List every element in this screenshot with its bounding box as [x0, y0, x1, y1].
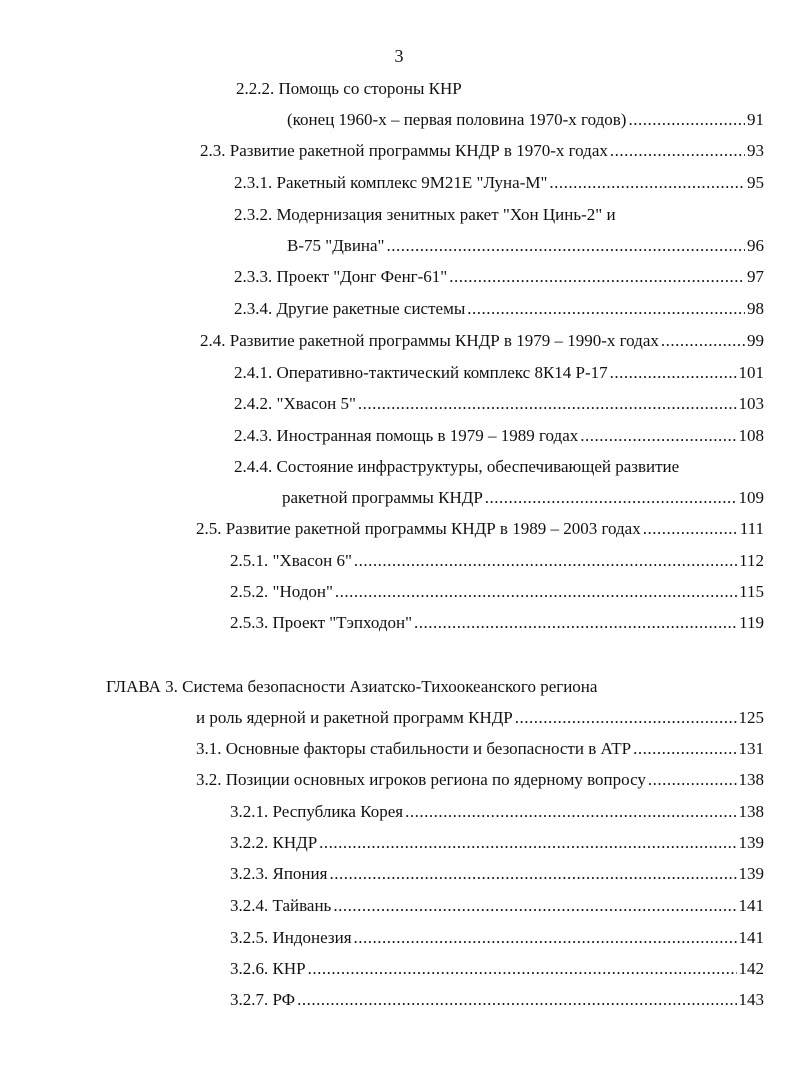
leader-dots	[329, 862, 736, 886]
toc-entry-title: 2.4.4. Состояние инфраструктуры, обеспечивающей развитие	[234, 457, 680, 476]
toc-entry-title: ракетной программы КНДР	[282, 488, 483, 507]
toc-entry-2-5-2	[230, 580, 764, 604]
leader-dots	[354, 926, 737, 950]
toc-entry-title: 2.4. Развитие ракетной программы КНДР в 1979 – 1990-х годах	[200, 331, 659, 350]
leader-dots	[648, 768, 737, 792]
toc-entry-page: 143	[738, 990, 764, 1009]
toc-entry-3-2-3	[230, 862, 764, 886]
toc-entry-title: 2.5.2. "Нодон"	[230, 582, 333, 601]
leader-dots	[467, 297, 745, 321]
toc-entry-title: 3.2.7. РФ	[230, 990, 296, 1009]
toc-entry-2-4-2	[234, 392, 764, 416]
toc-entry-page: 101	[738, 363, 764, 382]
toc-entry-page: 125	[738, 708, 764, 727]
toc-entry-2-3-1	[234, 171, 764, 195]
toc-entry-page: 141	[738, 896, 764, 915]
toc-entry-title: 2.4.3. Иностранная помощь в 1979 – 1989 годах	[234, 426, 579, 445]
toc-entry-2-4-3	[234, 424, 764, 448]
toc-chapter-title: ГЛАВА 3. Система безопасности Азиатско-Тихоокеанского региона	[106, 677, 598, 696]
toc-entry-page: 95	[747, 173, 764, 192]
toc-entry-title: 3.2.5. Индонезия	[230, 928, 352, 947]
toc-entry-page: 115	[739, 582, 764, 601]
leader-dots	[610, 361, 737, 385]
leader-dots	[333, 894, 736, 918]
toc-entry-2-4-4	[234, 455, 679, 479]
toc-entry-2-3-2	[234, 203, 616, 227]
toc-entry-page: 99	[747, 331, 764, 350]
toc-entry-2-4	[200, 329, 764, 353]
toc-entry-2-4-4-cont	[282, 486, 764, 510]
toc-entry-3-1	[196, 737, 764, 761]
leader-dots	[643, 517, 738, 541]
toc-entry-2-5-1	[230, 549, 764, 573]
toc-entry-title: 3.2.3. Япония	[230, 864, 328, 883]
leader-dots	[580, 424, 736, 448]
toc-entry-page: 98	[747, 299, 764, 318]
toc-entry-2-3-3	[234, 265, 764, 289]
toc-entry-page: 111	[739, 519, 764, 538]
leader-dots	[319, 831, 736, 855]
toc-entry-page: 139	[738, 833, 764, 852]
toc-entry-page: 109	[738, 488, 764, 507]
toc-entry-title: 2.5. Развитие ракетной программы КНДР в 1989 – 2003 годах	[196, 519, 641, 538]
toc-entry-title: В-75 "Двина"	[287, 236, 385, 255]
toc-entry-3-2-7	[230, 988, 764, 1012]
toc-entry-3-2-4	[230, 894, 764, 918]
toc-chapter-3	[106, 675, 597, 699]
toc-entry-3-2-6	[230, 957, 764, 981]
toc-entry-title: (конец 1960-х – первая половина 1970-х годов)	[287, 110, 627, 129]
toc-entry-page: 142	[738, 959, 764, 978]
toc-entry-title: 2.3. Развитие ракетной программы КНДР в 1970-х годах	[200, 141, 608, 160]
toc-entry-title: 2.5.1. "Хвасон 6"	[230, 551, 352, 570]
toc-entry-page: 96	[747, 236, 764, 255]
toc-entry-page: 103	[738, 394, 764, 413]
toc-entry-title: 3.1. Основные факторы стабильности и безопасности в АТР	[196, 739, 632, 758]
toc-entry-title: и роль ядерной и ракетной программ КНДР	[196, 708, 513, 727]
toc-entry-2-3-4	[234, 297, 764, 321]
toc-entry-title: 2.4.1. Оперативно-тактический комплекс 8К14 Р-17	[234, 363, 608, 382]
toc-entry-3-2-5	[230, 926, 764, 950]
toc-entry-page: 131	[738, 739, 764, 758]
toc-entry-title: 2.3.3. Проект "Донг Фенг-61"	[234, 267, 448, 286]
toc-entry-title: 3.2.2. КНДР	[230, 833, 318, 852]
leader-dots	[354, 549, 737, 573]
toc-entry-2-2-2-cont	[287, 108, 764, 132]
leader-dots	[414, 611, 737, 635]
toc-entry-2-2-2	[236, 77, 462, 101]
toc-entry-3-2	[196, 768, 764, 792]
page-number: 3	[394, 46, 404, 66]
toc-entry-page: 138	[738, 770, 764, 789]
toc-entry-3-2-1	[230, 800, 764, 824]
toc-entry-3-2-2	[230, 831, 764, 855]
toc-entry-title: 2.2.2. Помощь со стороны КНР	[236, 79, 462, 98]
leader-dots	[405, 800, 736, 824]
toc-entry-title: 2.3.4. Другие ракетные системы	[234, 299, 466, 318]
toc-entry-2-3-2-cont	[287, 234, 764, 258]
leader-dots	[358, 392, 737, 416]
leader-dots	[628, 108, 745, 132]
leader-dots	[449, 265, 745, 289]
toc-entry-page: 97	[747, 267, 764, 286]
leader-dots	[549, 171, 745, 195]
toc-chapter-3-cont	[196, 706, 764, 730]
toc-entry-page: 119	[739, 613, 764, 632]
toc-entry-title: 2.3.2. Модернизация зенитных ракет "Хон Цинь-2" и	[234, 205, 616, 224]
toc-entry-title: 2.4.2. "Хвасон 5"	[234, 394, 356, 413]
toc-entry-title: 2.3.1. Ракетный комплекс 9М21Е "Луна-М"	[234, 173, 548, 192]
toc-entry-page: 112	[739, 551, 764, 570]
leader-dots	[485, 486, 737, 510]
toc-entry-page: 139	[738, 864, 764, 883]
toc-entry-page: 91	[747, 110, 764, 129]
toc-entry-title: 3.2.4. Тайвань	[230, 896, 332, 915]
leader-dots	[515, 706, 737, 730]
toc-entry-title: 3.2. Позиции основных игроков региона по ядерному вопросу	[196, 770, 646, 789]
toc-entry-title: 2.5.3. Проект "Тэпходон"	[230, 613, 413, 632]
toc-entry-title: 3.2.1. Республика Корея	[230, 802, 404, 821]
leader-dots	[661, 329, 745, 353]
toc-entry-page: 108	[738, 426, 764, 445]
toc-entry-page: 141	[738, 928, 764, 947]
toc-entry-2-5-3	[230, 611, 764, 635]
toc-entry-2-4-1	[234, 361, 764, 385]
toc-entry-2-3	[200, 139, 764, 163]
leader-dots	[633, 737, 736, 761]
leader-dots	[610, 139, 745, 163]
leader-dots	[297, 988, 736, 1012]
toc-entry-page: 138	[738, 802, 764, 821]
leader-dots	[387, 234, 746, 258]
leader-dots	[335, 580, 737, 604]
leader-dots	[308, 957, 737, 981]
toc-entry-page: 93	[747, 141, 764, 160]
toc-entry-title: 3.2.6. КНР	[230, 959, 306, 978]
toc-entry-2-5	[196, 517, 764, 541]
